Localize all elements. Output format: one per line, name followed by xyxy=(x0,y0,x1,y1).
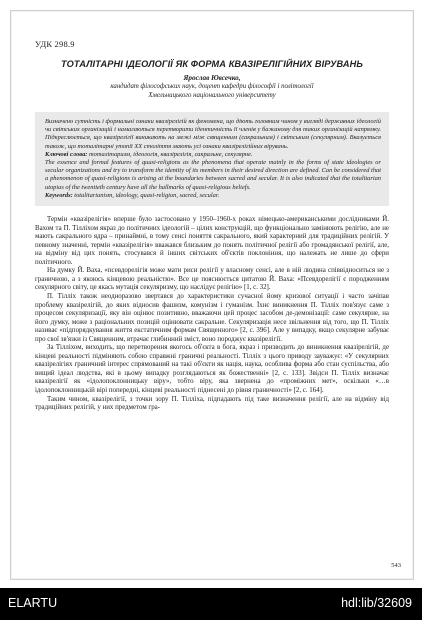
body-paragraph: Термін «квазірелігія» вперше було застосовано у 1950–1960-х роках німецько-американськими дослідниками Й. Вахом та П. Тілліхом якраз до політичних ідеологій – цілих конструкцій, що функціонально замінюють релігію, але не мають сакрального ядра – принаймні, в тому сенсі поняття сакрального, який характерний для традиційних релігій. У певному значенні, термін «квазірелігія» вважався близьким до понять політичної релігії або громадянської релігії, але, на відміну від цих понять, стосувався й інших світських об'єктів поклоніння, що належать не лише до сфери політичного. xyxy=(35,216,389,266)
repository-footer xyxy=(0,588,422,620)
udk-code: УДК 298.9 xyxy=(35,39,75,49)
author-affiliation-2: Хмельницького національного університету xyxy=(148,92,276,99)
body-paragraph: На думку Й. Ваха, «псевдорелігія може мати риси релігії у власному сенсі, але в ній людина співвідноситься не з граничною, а з якоюсь кінцевою реальністю». Все це пояснюється цитатою Й. Ваха: «Псевдорелігії є породженням секулярного світу, це якась мутація секуляризму, що наслідує релігію» [1, с. 32]. xyxy=(35,267,389,292)
page-content xyxy=(35,39,389,413)
body-paragraph: П. Тілліх також неодноразово звертався до характеристики сучасної йому кризової ситуації і часто зачіпав проблему квазірелігій, до яких відносив фашизм, комунізм і гуманізм. Їхнє виникнення П. Тілліх пов'язує саме з процесом секуляризації, яку він оцінює позитивно, вважаючи цей процес засобом де-демонізації: саме секулярне, на його думку, може з раціональних позицій оцінювати сакральне. Секуляризація несе звільнення від того, що П. Тілліх називає «підпорядкування життя екстатичним формам Священного» [2, с. 396]. Але у випадку, якщо секулярне забуває про свої зв'язки із Священним, втрачає глибинний зміст, воно породжує квазірелігії. xyxy=(35,292,389,343)
repository-name: ELARTU xyxy=(8,596,58,610)
body-paragraph: За Тілліхом, виходить, що перетворення якогось об'єкта в бога, якраз і призводить до виникнення квазірелігій, де кінцеві реальності підміняють собою справжні граничні реальності. Тілліх з цього приводу зауважує: «У секулярних квазірелігіях граничний інтерес спрямований на такі об'єкти як нація, наука, особлива форма або стан суспільства, або вищий ідеал людства, які в цьому випадку розглядаються як божественні» [2, с. 133]. Звідси П. Тілліх визначає квазірелігії як «ідолопоклонницьку віру», тобто віру, яка звернена до «проміжних мет», оскільки «…в ідолопоклонницькій вірі попередні, кінцеві реальності піднесені до рівня граничності» [2, с. 164]. xyxy=(35,344,389,394)
keywords-en xyxy=(45,192,381,200)
keywords-en-text: totalitarianism, ideology, quasi-religion, sacred, secular. xyxy=(72,191,220,199)
keywords-ua-label: Ключові слова: xyxy=(45,150,88,158)
author-affiliation-1: кандидат філософських наук, доцент кафедри філософії і політології xyxy=(110,83,314,90)
body-paragraph: Таким чином, квазірелігії, з точки зору П. Тілліха, підпадають під таке визначення релігії, але на відміну від традиційних релігій, у них предметом гра- xyxy=(35,395,389,412)
page-number: 543 xyxy=(391,562,401,569)
abstract-ua: Визначено сутність і формальні ознаки квазірелігій як феномена, що діють головним чином у вигляді державних ідеологій чи світських організацій і намагаються перетворити ідентичність її членів у бажаному для таких організацій напрямку. Підкреслюється, що квазірелігії виникають на межі між священним (сакральним) і світським (секулярним). Вказується також, що тоталітарні утопії XX століття мають усі ознаки квазірелігійних вірувань. xyxy=(45,118,381,150)
handle-id: hdl:lib/32609 xyxy=(341,596,412,610)
keywords-ua xyxy=(45,151,381,159)
journal-page xyxy=(10,10,414,580)
abstract-en: The essence and formal features of quasi-religions as the phenomena that operate mainly in the forms of state ideologies or secular organizations and try to transform the identity of its members in their desired direction are defined. Can be considered that a phenomenon of quasi-religions is arising at the boundaries between sacred and secular. It is also indicated that the totalitarian utopias of the twentieth century have all the hallmarks of quasi-religious beliefs. xyxy=(45,159,381,191)
author-name: Ярослав Ювсечко, xyxy=(183,74,241,82)
keywords-en-label: Keywords: xyxy=(45,191,73,199)
keywords-ua-text: тоталітаризм, ідеологія, квазірелігія, сакральне, секулярне. xyxy=(87,150,253,158)
abstract-box xyxy=(35,112,389,206)
article-title: ТОТАЛІТАРНІ ІДЕОЛОГІЇ ЯК ФОРМА КВАЗІРЕЛІГІЙНИХ ВІРУВАНЬ xyxy=(61,59,363,69)
article-body xyxy=(35,216,389,413)
